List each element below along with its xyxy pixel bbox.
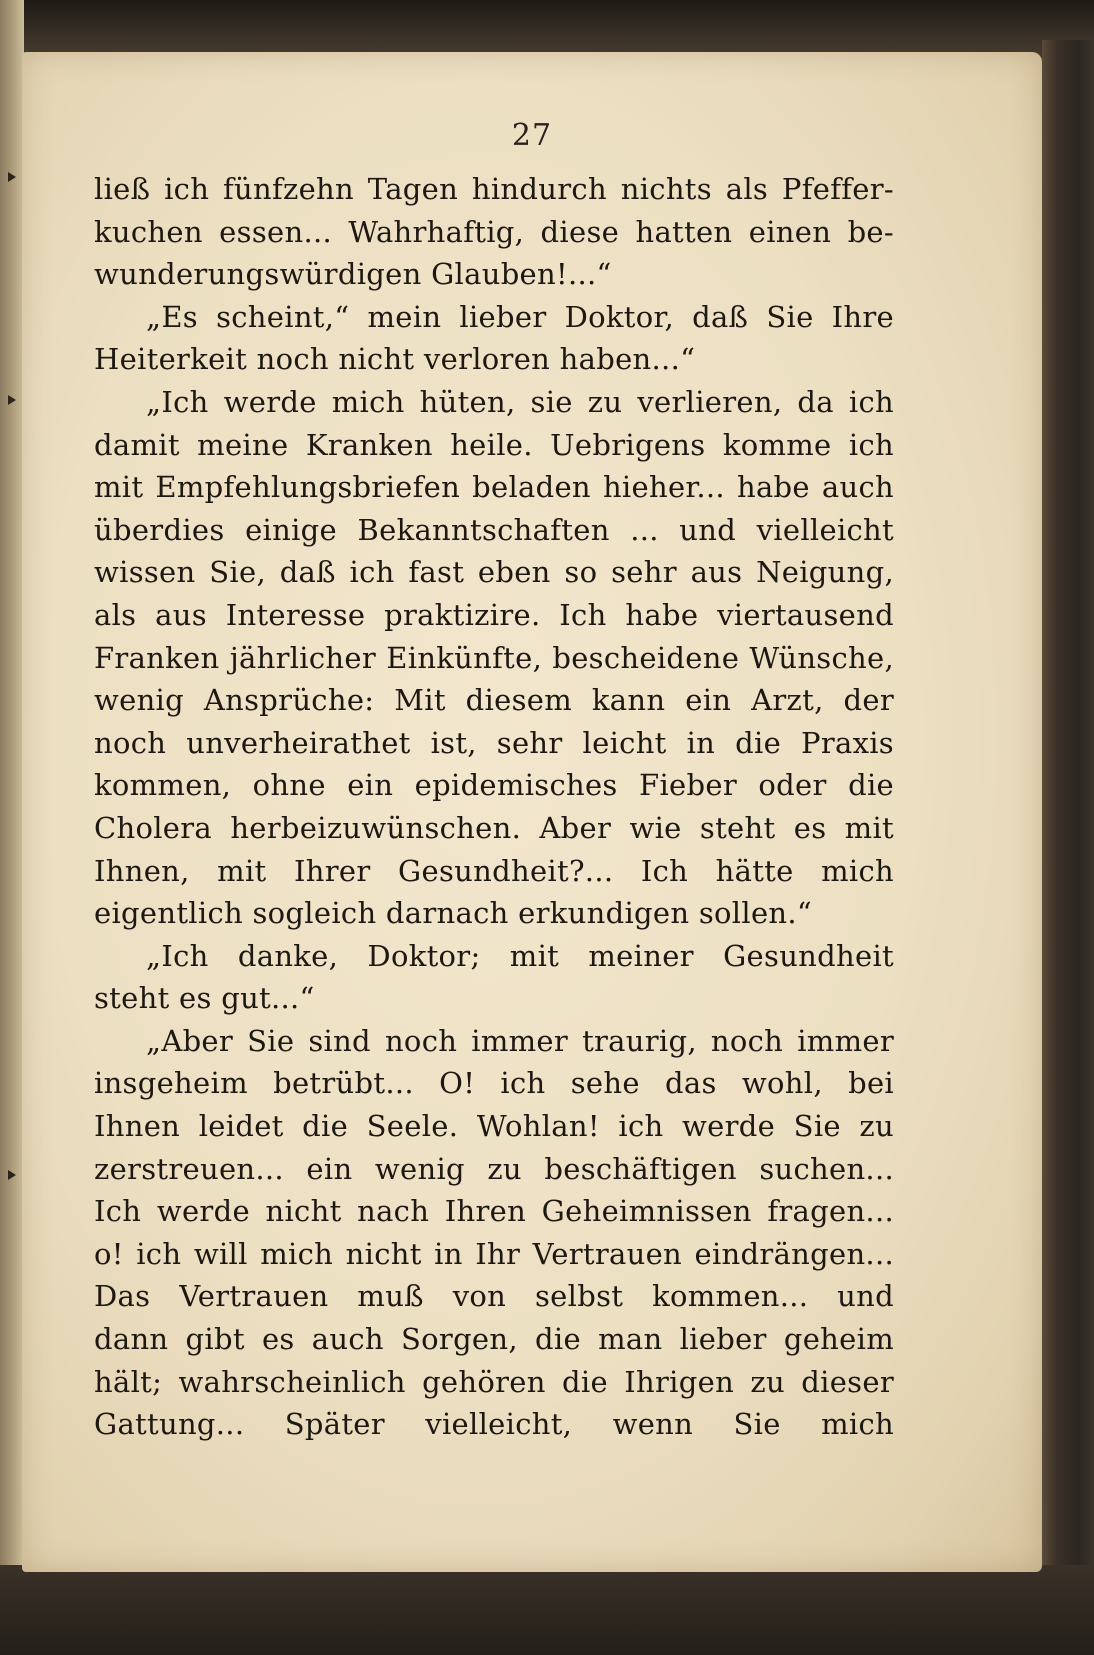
text-line: Franken jährlicher Einkünfte, bescheidene Wünsche, <box>94 640 894 675</box>
text-line: wenig Ansprüche: Mit diesem kann ein Arzt, der <box>94 683 894 718</box>
text-line: zerstreuen... ein wenig zu beschäftigen suchen... <box>94 1151 894 1186</box>
text-line: Gattung... Später vielleicht, wenn Sie mich <box>94 1407 894 1442</box>
book-page <box>22 52 1042 1572</box>
page-number: 27 <box>511 118 553 153</box>
text-line: Heiterkeit noch nicht verloren haben...“ <box>94 342 696 377</box>
text-line: steht es gut...“ <box>94 981 315 1016</box>
text-line: dann gibt es auch Sorgen, die man lieber geheim <box>94 1322 894 1357</box>
text-line: insgeheim betrübt... O! ich sehe das wohl, bei <box>94 1066 894 1101</box>
text-line: als aus Interesse praktizire. Ich habe viertausend <box>94 597 894 632</box>
text-line: kuchen essen... Wahrhaftig, diese hatten einen be- <box>94 214 894 249</box>
text-line: wunderungswürdigen Glauben!...“ <box>94 257 612 292</box>
text-line: „Ich werde mich hüten, sie zu verlieren, da ich <box>146 384 894 419</box>
text-line: o! ich will mich nicht in Ihr Vertrauen eindrängen... <box>94 1236 894 1271</box>
book-gutter-left <box>0 0 24 1655</box>
text-line: Das Vertrauen muß von selbst kommen... und <box>94 1279 894 1314</box>
text-line: „Aber Sie sind noch immer traurig, noch immer <box>146 1023 894 1058</box>
text-line: wissen Sie, daß ich fast eben so sehr aus Neigung, <box>94 555 894 590</box>
text-line: Cholera herbeizuwünschen. Aber wie steht es mit <box>94 810 894 845</box>
text-line: mit Empfehlungsbriefen beladen hieher... habe auch <box>94 470 894 505</box>
text-line: „Ich danke, Doktor; mit meiner Gesundheit <box>146 938 894 973</box>
text-line: noch unverheirathet ist, sehr leicht in die Praxis <box>94 725 894 760</box>
text-line: Ihnen leidet die Seele. Wohlan! ich werde Sie zu <box>94 1109 894 1144</box>
book-cover-edge-right <box>1042 40 1094 1655</box>
text-line: „Es scheint,“ mein lieber Doktor, daß Sie Ihre <box>146 299 894 334</box>
text-line: eigentlich sogleich darnach erkundigen sollen.“ <box>94 896 813 931</box>
text-line: Ihnen, mit Ihrer Gesundheit?... Ich hätte mich <box>94 853 894 888</box>
text-line: hält; wahrscheinlich gehören die Ihrigen zu dieser <box>94 1364 894 1399</box>
text-line: ließ ich fünfzehn Tagen hindurch nichts als Pfeffer- <box>94 172 894 206</box>
body-text <box>94 168 894 1446</box>
text-line: damit meine Kranken heile. Uebrigens komme ich <box>94 427 894 462</box>
book-binding-bottom <box>0 1565 1094 1655</box>
text-line: kommen, ohne ein epidemisches Fieber oder die <box>94 768 894 803</box>
text-line: Ich werde nicht nach Ihren Geheimnissen fragen... <box>94 1194 894 1229</box>
text-line: überdies einige Bekanntschaften ... und vielleicht <box>94 512 894 547</box>
